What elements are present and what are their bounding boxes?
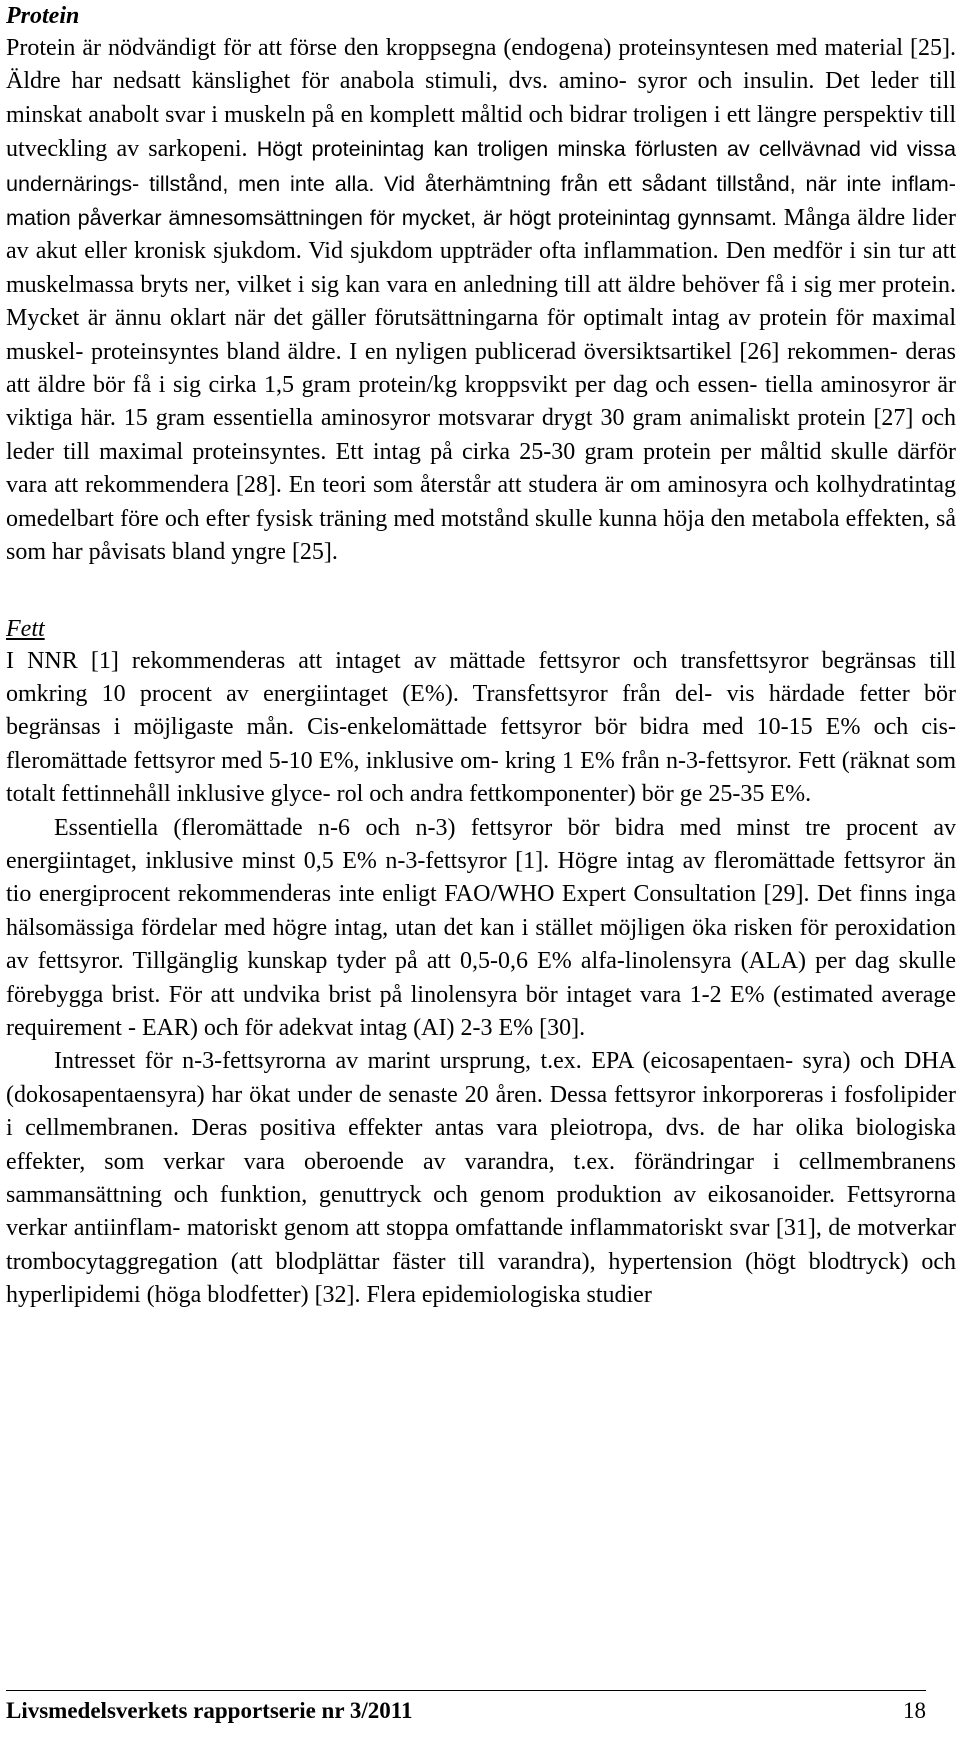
fett-paragraph-3: Intresset för n-3-fettsyrorna av marint ursprung, t.ex. EPA (eicosapentaen- syra) och DHA (dokosapentaensyra) har ökat under de senaste 20 åren. Dessa fettsyror inkorporeras i fosfolipider i cellmembranen. Deras positiva effekter antas vara pleiotropa, dvs. de har olika biologiska effekter, som verkar vara oberoende av varandra, t.ex. förändringar i cellmembranens sammansättning och funktion, genuttryck och genom produktion av eikosanoider. Fettsyrorna verkar antiinflam- matoriskt genom att stoppa omfattande inflammatoriskt svar [31], de motverkar trombocytaggregation (att blodplättar fäster till varandra), hypertension (högt blodtryck) och hyperlipidemi (höga blodfetter) [32]. Flera epidemiologiska studier bbox=[6, 1048, 956, 1309]
section-heading-protein: Protein bbox=[6, 3, 80, 29]
protein-paragraph bbox=[6, 32, 956, 570]
protein-text-part-3: Många äldre lider av akut eller kronisk sjukdom. Vid sjukdom uppträder ofta inflammation. Den medför i sin tur att muskelmassa bryts ner, vilket i sig kan vara en anledning till att äldre behöver få i sig mer protein. Mycket är ännu oklart när det gäller förutsättningarna för optimalt intag av protein för maximal muskel- proteinsyntes bland äldre. I en nyligen publicerad översiktsartikel [26] rekommen- deras att äldre bör få i sig cirka 1,5 gram protein/kg kroppsvikt per dag och essen- tiella aminosyror är viktiga här. 15 gram essentiella aminosyror motsvarar drygt 30 gram animaliskt protein [27] och leder till maximal proteinsyntes. Ett intag på cirka 25-30 gram protein per måltid skulle därför vara att rekommendera [28]. En teori som återstår att studera är om aminosyra och kolhydratintag omedelbart före och efter fysisk träning med motstånd skulle kunna höja den metabola effekten, så som har påvisats bland yngre [25]. bbox=[6, 205, 956, 566]
protein-text-part-1: Protein är nödvändigt för att förse den kroppsegna (endogena) proteinsyntesen med material [25]. Äldre har nedsatt känslighet för anabola stimuli, dvs. amino- syror och insulin. Det leder till minskat anabolt svar i muskeln på en komplett måltid och bidrar troligen i ett längre perspektiv till utveckling av sarkopeni. bbox=[6, 35, 956, 163]
page-number: 18 bbox=[903, 1698, 926, 1723]
report-series-label: Livsmedelsverkets rapportserie nr 3/2011 bbox=[6, 1698, 413, 1723]
fett-paragraph-1: I NNR [1] rekommenderas att intaget av mättade fettsyror och transfettsyror begränsas till omkring 10 procent av energiintaget (E%). Transfettsyror från del- vis härdade fetter bör begränsas i möjligaste mån. Cis-enkelomättade fettsyror bör bidra med 10-15 E% och cis-fleromättade fettsyror med 5-10 E%, inklusive om- kring 1 E% från n-3-fettsyror. Fett (räknat som totalt fettinnehåll inklusive glyce- rol och andra fettkomponenter) bör ge 25-35 E%. bbox=[6, 647, 956, 808]
page-footer bbox=[6, 1690, 926, 1725]
document-page bbox=[6, 0, 956, 1313]
section-heading-fett: Fett bbox=[6, 615, 45, 642]
protein-text-part-2: Högt proteinintag kan troligen minska förlusten av cellvävnad vid vissa undernärings- tillstånd, men inte alla. Vid återhämtning från ett sådant tillstånd, när inte inflam- mation påverkar ämnesomsättningen för mycket, är högt proteinintag gynnsamt. bbox=[6, 136, 956, 231]
fett-paragraph-2: Essentiella (fleromättade n-6 och n-3) fettsyror bör bidra med minst tre procent av energiintaget, inklusive minst 0,5 E% n-3-fettsyror [1]. Högre intag av fleromättade fettsyror än tio energiprocent rekommenderas inte enligt FAO/WHO Expert Consultation [29]. Det finns inga hälsomässiga fördelar med högre intag, utan det kan i stället möjligen öka risken för peroxidation av fettsyror. Tillgänglig kunskap tyder på att 0,5-0,6 E% alfa-linolensyra (ALA) per dag skulle förebygga brist. För att undvika brist på linolensyra bör intaget vara 1-2 E% (estimated average requirement - EAR) och för adekvat intag (AI) 2-3 E% [30]. bbox=[6, 814, 956, 1041]
